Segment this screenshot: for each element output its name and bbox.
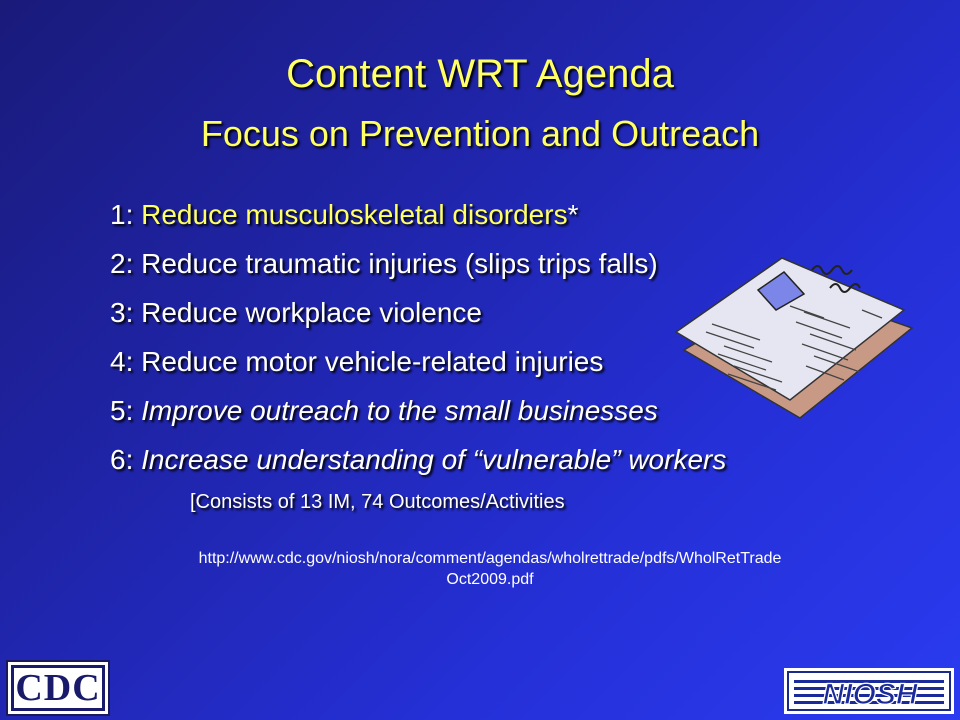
agenda-item-3 [110, 288, 726, 337]
source-url[interactable] [80, 548, 900, 590]
agenda-item-number: 5: [110, 395, 134, 426]
agenda-item-5 [110, 386, 726, 435]
agenda-item-number: 4: [110, 346, 134, 377]
source-url-line-1[interactable]: http://www.cdc.gov/niosh/nora/comment/agendas/wholrettrade/pdfs/WholRetTrade [198, 550, 782, 567]
niosh-logo-text: NIOSH [822, 678, 918, 711]
newspaper-icon [672, 250, 917, 420]
agenda-item-1 [110, 190, 726, 239]
agenda-item-asterisk: * [567, 199, 579, 230]
agenda-item-text: Reduce motor vehicle-related injuries [141, 346, 604, 377]
agenda-item-number: 6: [110, 444, 134, 475]
agenda-item-number: 1: [110, 199, 134, 230]
agenda-item-number: 2: [110, 248, 134, 279]
agenda-item-text: Reduce workplace violence [141, 297, 482, 328]
cdc-logo [6, 660, 110, 716]
agenda-item-2 [110, 239, 726, 288]
agenda-item-text: Increase understanding of “vulnerable” workers [141, 444, 727, 475]
agenda-item-4 [110, 337, 726, 386]
agenda-item-6 [110, 435, 726, 484]
source-url-line-2[interactable]: Oct2009.pdf [446, 571, 534, 588]
agenda-item-text: Reduce musculoskeletal disorders [141, 199, 568, 230]
agenda-item-text: Improve outreach to the small businesses [141, 395, 658, 426]
niosh-logo [784, 668, 954, 714]
agenda-list [110, 190, 726, 484]
agenda-note: [Consists of 13 IM, 74 Outcomes/Activities [190, 491, 565, 513]
cdc-logo-text: CDC [11, 665, 105, 711]
agenda-item-text: Reduce traumatic injuries (slips trips falls) [141, 248, 658, 279]
slide-title: Content WRT Agenda [286, 52, 674, 96]
slide-subtitle: Focus on Prevention and Outreach [200, 113, 760, 154]
agenda-item-number: 3: [110, 297, 134, 328]
